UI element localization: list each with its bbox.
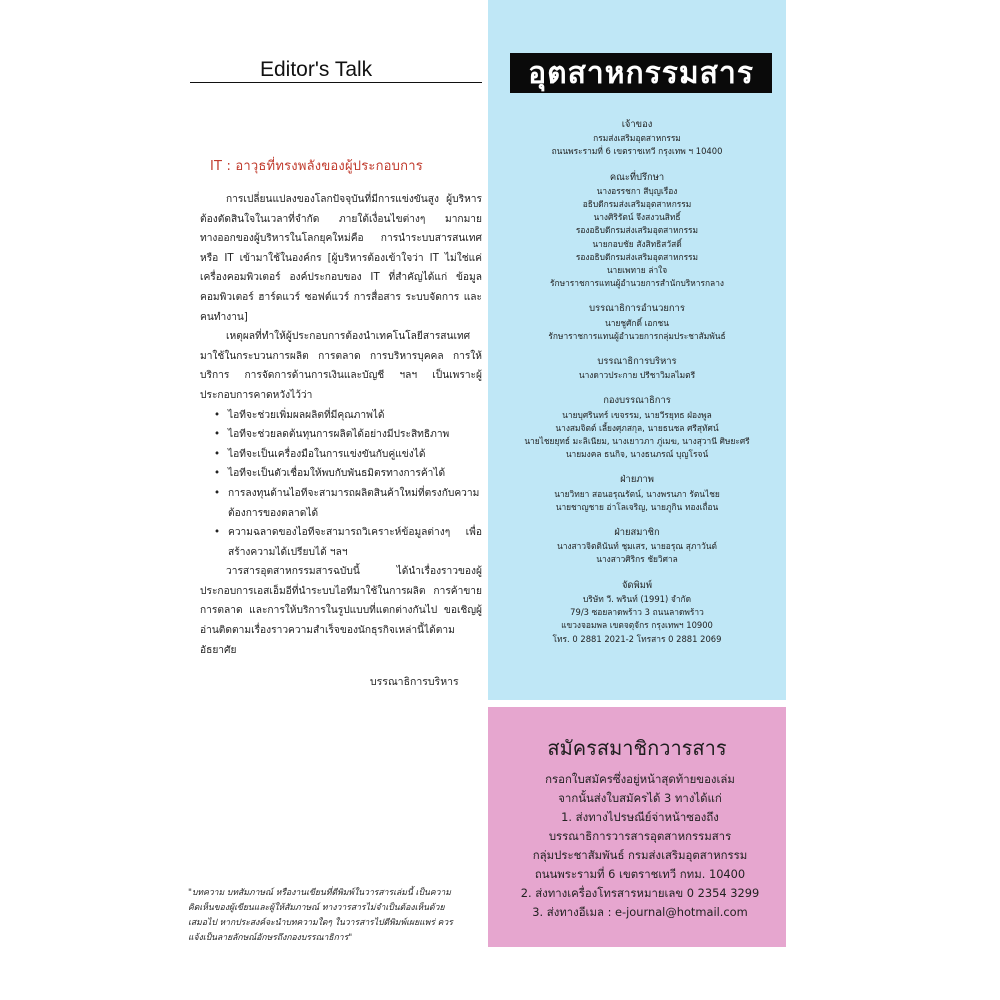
editors-talk-title: Editor's Talk	[260, 58, 373, 81]
credit-line: นางอรรชกา สีบุญเรือง	[596, 185, 678, 196]
editors-column	[190, 0, 480, 1000]
credit-section-photo	[488, 473, 786, 514]
subscribe-line: กรอกใบสมัครซึ่งอยู่หน้าสุดท้ายของเล่ม	[545, 772, 735, 786]
credit-line: รักษาราชการแทนผู้อำนวยการสำนักบริหารกลาง	[550, 278, 724, 289]
credit-line: นายวิทยา สอนอรุณรัตน์, นางพรนภา รัตนไชย	[554, 488, 720, 499]
subscribe-line: 3. ส่งทางอีเมล : e-journal@hotmail.com	[532, 905, 748, 919]
credit-line: นางดาวประกาย ปรีชาวิมลไมตรี	[578, 370, 696, 381]
section-heading: บรรณาธิการบริหาร	[597, 356, 677, 368]
magazine-logo: อุตสาหกรรมสาร	[510, 53, 772, 93]
paragraph-1: การเปลี่ยนแปลงของโลกปัจจุบันที่มีการแข่งขันสูง ผู้บริหารต้องตัดสินใจในเวลาที่จำกัด ภายใต้เงื่อนไขต่างๆ มากมาย ทางออกของผู้บริหารในโลกยุคใหม่คือ การนำระบบสารสนเทศ หรือ IT เข้ามาใช้ในองค์กร [ผู้บริหารต้องเข้าใจว่า IT ไม่ใช่แค่เครื่องคอมพิวเตอร์ องค์ประกอบของ IT ที่สำคัญได้แก่ ข้อมูล คอมพิวเตอร์ ฮาร์ดแวร์ ซอฟต์แวร์ การสื่อสาร ระบบจัดการ และคนทำงาน]	[200, 194, 482, 323]
credit-line: นายบุศรินทร์ เขจรรม, นายวีรยุทธ ฝ่องพูล	[562, 409, 712, 420]
list-item: • ไอทีจะช่วยลดต้นทุนการผลิตได้อย่างมีประสิทธิภาพ	[228, 425, 482, 445]
masthead-credits	[488, 118, 786, 658]
subscribe-instructions	[505, 770, 775, 922]
subscribe-line: บรรณาธิการวารสารอุตสาหกรรมสาร	[548, 829, 732, 843]
credit-line: 79/3 ซอยลาดพร้าว 3 ถนนลาดพร้าว	[570, 607, 704, 618]
credit-section-owner	[488, 118, 786, 159]
credit-line: นายกอบชัย สังสิทธิสวัสดิ์	[592, 238, 682, 249]
credit-line: นายมงคล ธนกิจ, นางธนภรณ์ บุญโรจน์	[565, 449, 709, 460]
subscribe-line: จากนั้นส่งใบสมัครได้ 3 ทางได้แก่	[558, 791, 722, 805]
expectations-list	[200, 406, 482, 563]
subscribe-line: 1. ส่งทางไปรษณีย์จ่าหน้าซองถึง	[561, 810, 719, 824]
credit-line: นางสาวศิริกร ชัยวิศาล	[596, 554, 678, 565]
title-rule-divider	[190, 82, 482, 83]
list-item: • ไอทีจะเป็นตัวเชื่อมให้พบกับพันธมิตรทางการค้าได้	[228, 464, 482, 484]
credit-line: นายเพทาย ล่าใจ	[606, 265, 668, 276]
credit-line: กรมส่งเสริมอุตสาหกรรม	[593, 133, 681, 144]
credit-line: นายชาญชาย อ่าโลเจริญ, นายภูกิน ทองเถื่อน	[555, 501, 719, 512]
subscribe-line: กลุ่มประชาสัมพันธ์ กรมส่งเสริมอุตสาหกรรม	[532, 848, 748, 862]
editor-signature: บรรณาธิการบริหาร	[370, 676, 459, 688]
section-heading: คณะที่ปรึกษา	[609, 171, 665, 183]
subscribe-title: สมัครสมาชิกวารสาร	[547, 736, 727, 760]
credit-line: อธิบดีกรมส่งเสริมอุตสาหกรรม	[582, 199, 692, 210]
editorial-body	[200, 190, 482, 660]
section-heading: กองบรรณาธิการ	[603, 395, 671, 407]
credit-section-director	[488, 302, 786, 343]
credit-section-printer	[488, 579, 786, 646]
disclaimer-quote: "บทความ บทสัมภาษณ์ หรืองานเขียนที่ตีพิมพ์ในวารสารเล่มนี้ เป็นความคิดเห็นของผู้เขียนและผู้ให้สัมภาษณ์ ทางวารสารไม่จำเป็นต้องเห็นด้วยเสมอไป หากประสงค์จะนำบทความใดๆ ในวารสารไปตีพิมพ์เผยแพร่ ควรแจ้งเป็นลายลักษณ์อักษรถึงกองบรรณาธิการ"	[188, 888, 453, 943]
section-heading: บรรณาธิการอำนวยการ	[589, 303, 685, 315]
section-heading: ฝ่ายภาพ	[620, 474, 654, 486]
subscribe-line: 2. ส่งทางเครื่องโทรสารหมายเลข 0 2354 3299	[520, 886, 760, 900]
credit-line: นายไชยยุทธ์ มะลิเนียม, นางเยาวภา ภู่เมฆ, นางสุวานี ศิษยะศรี	[524, 436, 750, 447]
section-heading: ฝ่ายสมาชิก	[614, 527, 660, 539]
credit-line: นางสาวจิตตินันท์ ชุมเสร, นายอรุณ สุภาวันต์	[557, 541, 717, 552]
list-item: • ความฉลาดของไอทีจะสามารถวิเคราะห์ข้อมูลต่างๆ เพื่อสร้างความได้เปรียบได้ ฯลฯ	[228, 523, 482, 562]
credit-line: นางสมจิตต์ เลี้ยงศุภสกุล, นายธนชล ศรีสุทัศน์	[555, 422, 719, 433]
section-heading: จัดพิมพ์	[621, 579, 653, 591]
list-item: • ไอทีจะเป็นเครื่องมือในการแข่งขันกับคู่แข่งได้	[228, 445, 482, 465]
credit-line: ถนนพระรามที่ 6 เขตราชเทวี กรุงเทพ ฯ 10400	[551, 146, 723, 157]
list-item: • ไอทีจะช่วยเพิ่มผลผลิตที่มีคุณภาพได้	[228, 406, 482, 426]
credit-line: นายชูศักดิ์ เอกชน	[605, 317, 669, 328]
closing-paragraph: วารสารอุตสาหกรรมสารฉบับนี้ ได้นำเรื่องราวของผู้ประกอบการเอสเอ็มอีที่นำระบบไอทีมาใช้ในการผลิต การค้าขาย การตลาด และการให้บริการในรูปแบบที่แตกต่างกันไป ขอเชิญผู้อ่านติดตามเรื่องราวความสำเร็จของนักธุรกิจเหล่านี้ได้ตามอัธยาศัย	[200, 566, 482, 656]
article-heading: IT : อาวุธที่ทรงพลังของผู้ประกอบการ	[210, 159, 423, 174]
credit-line: แขวงจอมพล เขตจตุจักร กรุงเทพฯ 10900	[561, 620, 713, 631]
credit-line: โทร. 0 2881 2021-2 โทรสาร 0 2881 2069	[552, 633, 722, 644]
subscribe-line: ถนนพระรามที่ 6 เขตราชเทวี กทม. 10400	[534, 867, 746, 881]
credit-line: รักษาราชการแทนผู้อำนวยการกลุ่มประชาสัมพันธ์	[548, 330, 726, 341]
credit-line: บริษัท วี. พรินท์ (1991) จำกัด	[582, 593, 692, 604]
credit-section-advisors	[488, 171, 786, 291]
credit-section-membership	[488, 526, 786, 567]
list-item: • การลงทุนด้านไอทีจะสามารถผลิตสินค้าใหม่ที่ตรงกับความต้องการของตลาดได้	[228, 484, 482, 523]
section-heading: เจ้าของ	[621, 119, 653, 130]
credit-section-editorial-board	[488, 394, 786, 461]
credit-line: รองอธิบดีกรมส่งเสริมอุตสาหกรรม	[575, 225, 699, 236]
credit-line: รองอธิบดีกรมส่งเสริมอุตสาหกรรม	[575, 251, 699, 262]
paragraph-2: เหตุผลที่ทำให้ผู้ประกอบการต้องนำเทคโนโลยีสารสนเทศมาใช้ในกระบวนการผลิต การตลาด การบริหารบุคคล การให้บริการ การจัดการด้านการเงินและบัญชี ฯลฯ เป็นเพราะผู้ประกอบการคาดหวังไว้ว่า	[200, 331, 482, 401]
credit-section-executive-editor	[488, 355, 786, 382]
credit-line: นางศิริรัตน์ จึงสงวนสิทธิ์	[593, 212, 681, 223]
